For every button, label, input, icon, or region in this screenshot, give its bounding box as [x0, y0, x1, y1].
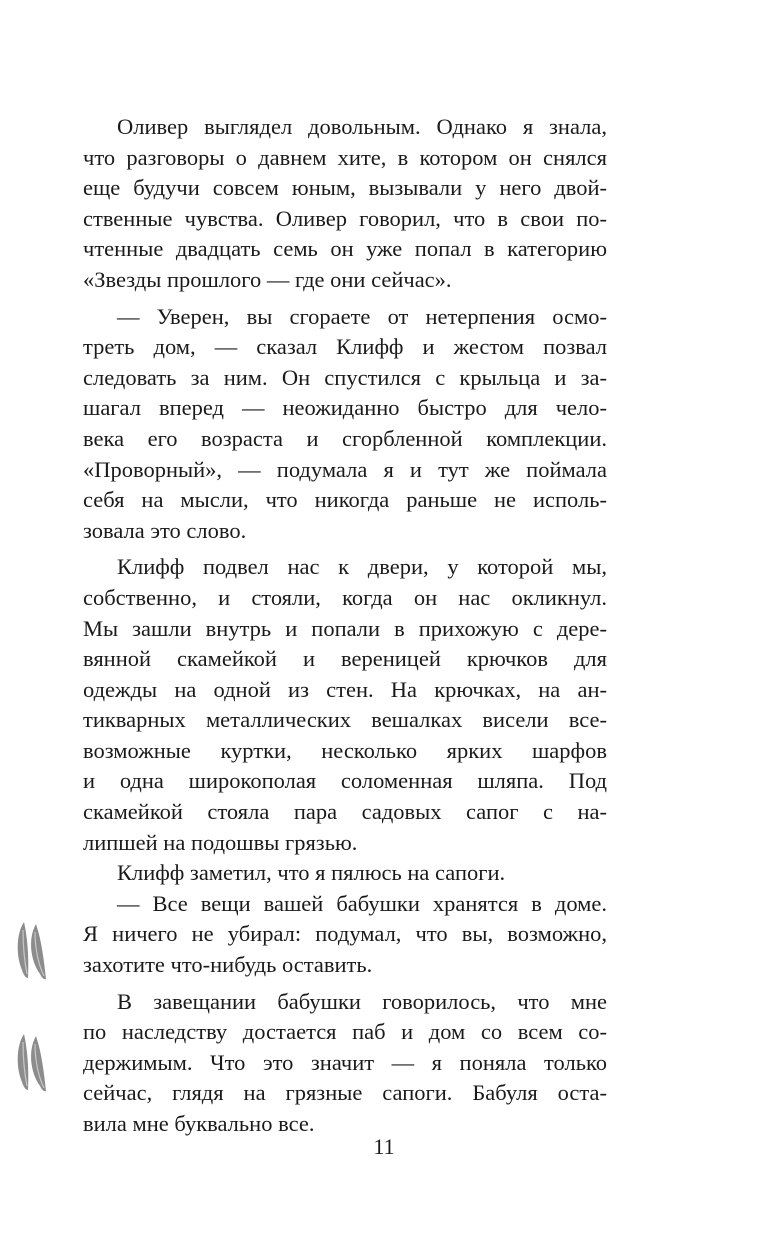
text-line: вила мне буквально все.	[83, 1111, 315, 1136]
text-line: липшей на подошвы грязью.	[83, 829, 358, 855]
paragraph-6	[83, 987, 607, 1140]
text-line: Оливер выглядел довольным. Однако я знала,	[117, 114, 607, 139]
text-line: и одна широкополая соломенная шляпа. Под	[83, 768, 607, 794]
text-line: Клифф подвел нас к двери, у которой мы,	[117, 554, 607, 580]
leaf-icon	[14, 918, 58, 982]
text-line: еще будучи совсем юным, вызывали у него двой-	[83, 175, 607, 201]
text-line: Я ничего не убирал: подумал, что вы, возможно,	[83, 921, 607, 947]
text-line: возможные куртки, несколько ярких шарфов	[83, 737, 607, 763]
text-line: собственно, и стояли, когда он нас окликнул.	[83, 584, 607, 610]
text-line: себя на мысли, что никогда раньше не исполь-	[83, 487, 607, 513]
paragraph-4	[83, 858, 607, 889]
body-text	[83, 112, 607, 1140]
text-line: захотите что-нибудь оставить.	[83, 952, 373, 978]
text-line: шагал вперед — неожиданно быстро для чело-	[83, 395, 607, 421]
text-line: В завещании бабушки говорилось, что мне	[117, 988, 607, 1014]
text-line: чтенные двадцать семь он уже попал в категорию	[83, 236, 607, 262]
text-line: держимым. Что это значит — я поняла только	[83, 1049, 607, 1075]
text-line: ственные чувства. Оливер говорил, что в свои по-	[83, 205, 607, 231]
paragraph-5	[83, 889, 607, 981]
text-line: «Проворный», — подумала я и тут же поймала	[83, 456, 607, 482]
text-line: сейчас, глядя на грязные сапоги. Бабуля оста-	[83, 1080, 607, 1106]
text-line: тикварных металлических вешалках висели все-	[83, 707, 607, 733]
text-line: — Все вещи вашей бабушки хранятся в доме.	[117, 890, 607, 916]
text-line: следовать за ним. Он спустился с крыльца и за-	[83, 364, 607, 390]
text-line: зовала это слово.	[83, 517, 247, 543]
text-line: Мы зашли внутрь и попали в прихожую с дере-	[83, 615, 607, 641]
text-line: Клифф заметил, что я пялюсь на сапоги.	[117, 860, 506, 886]
text-line: по наследству достается паб и дом со всем со-	[83, 1019, 607, 1045]
text-line: треть дом, — сказал Клифф и жестом позвал	[83, 334, 607, 360]
paragraph-2	[83, 302, 607, 547]
text-line: «Звезды прошлого — где они сейчас».	[83, 266, 452, 292]
leaf-icon	[14, 1030, 58, 1094]
text-line: скамейкой стояла пара садовых сапог с на-	[83, 799, 607, 825]
text-line: века его возраста и сгорбленной комплекции.	[83, 425, 607, 451]
page-number: 11	[373, 1134, 395, 1159]
text-line: — Уверен, вы сгораете от нетерпения осмо-	[117, 303, 607, 329]
paragraph-1	[83, 112, 607, 296]
paragraph-3	[83, 552, 607, 858]
text-line: вянной скамейкой и вереницей крючков для	[83, 646, 607, 672]
text-line: что разговоры о давнем хите, в котором он снялся	[83, 144, 607, 170]
text-line: одежды на одной из стен. На крючках, на ан-	[83, 676, 607, 702]
